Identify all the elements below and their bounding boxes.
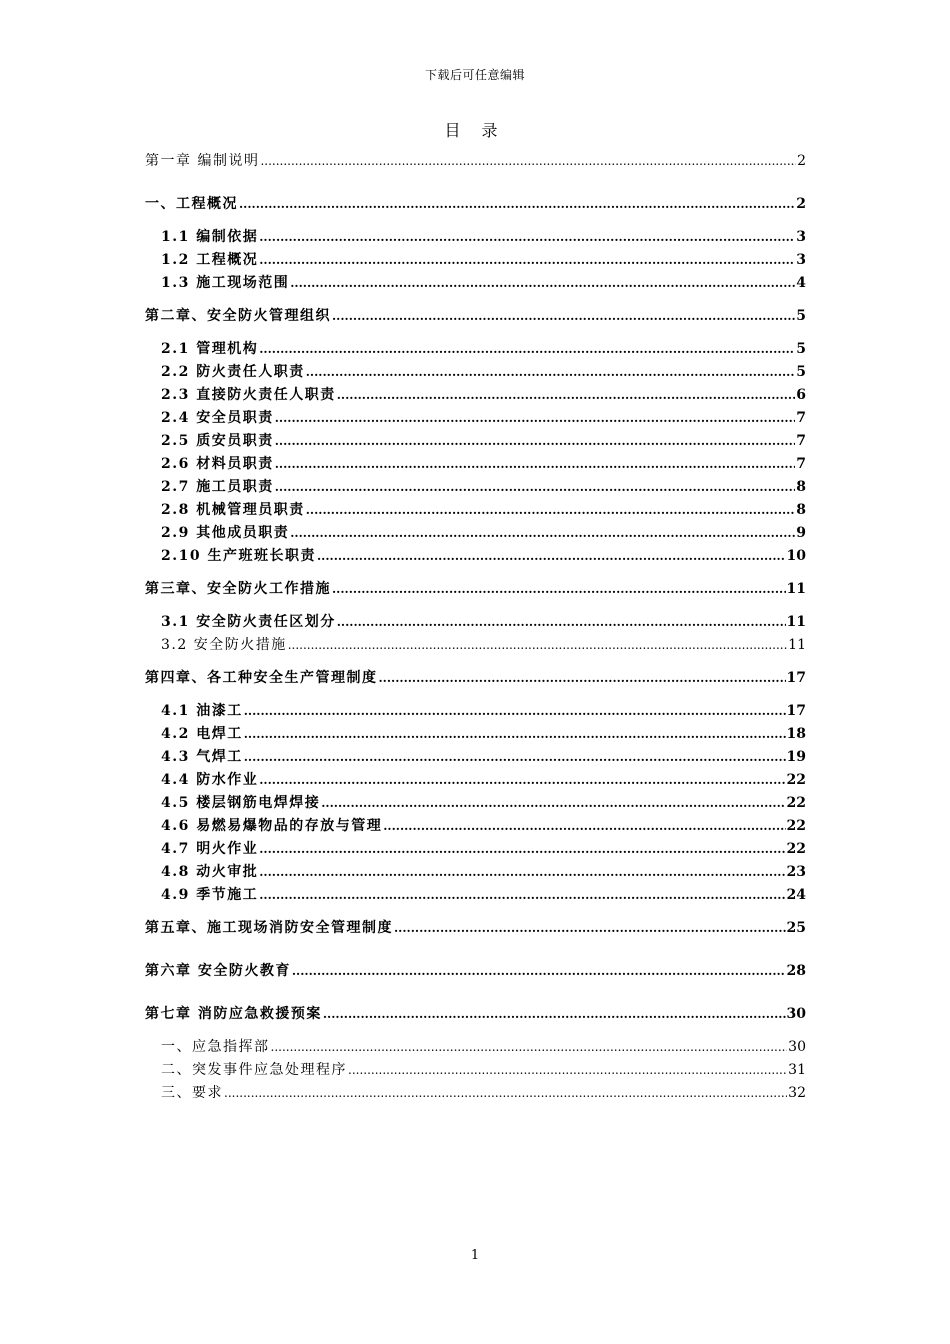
- toc-entry-2-2[interactable]: [145, 361, 806, 384]
- toc-entry-label: 4.6 易燃易爆物品的存放与管理: [161, 818, 383, 834]
- leader-dots: [337, 611, 786, 634]
- toc-entry-2-7[interactable]: [145, 476, 806, 499]
- toc-entry-label: 一、应急指挥部: [161, 1039, 270, 1055]
- toc-entry-page: 7: [796, 433, 806, 449]
- toc-entry-3-1[interactable]: [145, 611, 806, 634]
- leader-dots: [332, 305, 795, 328]
- leader-dots: [306, 361, 796, 384]
- toc-entry-page: 2: [796, 196, 806, 212]
- toc-entry-2-5[interactable]: [145, 430, 806, 453]
- toc-entry-2-10[interactable]: [145, 545, 806, 568]
- toc-entry-label: 2.7 施工员职责: [161, 479, 274, 495]
- toc-entry-chapter-4[interactable]: [145, 667, 806, 690]
- toc-entry-4-9[interactable]: [145, 884, 806, 907]
- page-header: 下载后可任意编辑: [424, 68, 525, 82]
- leader-dots: [321, 792, 785, 815]
- toc-entry-4-1[interactable]: [145, 700, 806, 723]
- toc-entry-3-2[interactable]: [145, 634, 806, 657]
- toc-entry-label: 2.4 安全员职责: [161, 410, 274, 426]
- toc-entry-label: 2.3 直接防火责任人职责: [161, 387, 336, 403]
- toc-entry-chapter-2[interactable]: [145, 305, 806, 328]
- toc-entry-label: 2.6 材料员职责: [161, 456, 274, 472]
- leader-dots: [260, 150, 796, 173]
- toc-entry-page: 25: [786, 920, 806, 936]
- toc-entry-page: 22: [786, 818, 806, 834]
- toc-entry-page: 8: [796, 479, 806, 495]
- toc-entry-page: 11: [786, 614, 806, 630]
- leader-dots: [244, 746, 786, 769]
- toc-entry-page: 30: [788, 1039, 806, 1055]
- toc-entry-label: 第一章 编制说明: [145, 153, 260, 169]
- toc-entry-label: 2.8 机械管理员职责: [161, 502, 305, 518]
- toc-entry-label: 4.3 气焊工: [161, 749, 243, 765]
- toc-entry-label: 4.1 油漆工: [161, 703, 243, 719]
- toc-entry-chapter-1[interactable]: [145, 150, 806, 173]
- toc-entry-label: 第二章、安全防火管理组织: [145, 308, 331, 324]
- leader-dots: [290, 272, 795, 295]
- toc-entry-label: 3.1 安全防火责任区划分: [161, 614, 336, 630]
- toc-entry-chapter-6[interactable]: [145, 960, 806, 983]
- toc-entry-4-8[interactable]: [145, 861, 806, 884]
- toc-entry-label: 2.10 生产班班长职责: [161, 548, 316, 564]
- toc-entry-label: 4.7 明火作业: [161, 841, 259, 857]
- toc-entry-page: 6: [796, 387, 806, 403]
- toc-entry-page: 5: [796, 364, 806, 380]
- leader-dots: [224, 1082, 787, 1105]
- leader-dots: [259, 769, 785, 792]
- toc-entry-page: 32: [788, 1085, 806, 1101]
- toc-entry-1-3[interactable]: [145, 272, 806, 295]
- toc-entry-2-3[interactable]: [145, 384, 806, 407]
- toc-entry-4-2[interactable]: [145, 723, 806, 746]
- toc-entry-page: 31: [788, 1062, 806, 1078]
- toc-entry-label: 二、突发事件应急处理程序: [161, 1062, 347, 1078]
- toc-entry-2-4[interactable]: [145, 407, 806, 430]
- leader-dots: [239, 193, 795, 216]
- leader-dots: [259, 249, 795, 272]
- toc-entry-page: 17: [786, 703, 806, 719]
- toc-entry-chapter-7[interactable]: [145, 1003, 806, 1026]
- leader-dots: [259, 226, 795, 249]
- toc-entry-2-8[interactable]: [145, 499, 806, 522]
- toc-entry-page: 19: [786, 749, 806, 765]
- toc-entry-label: 4.5 楼层钢筋电焊焊接: [161, 795, 321, 811]
- toc-entry-label: 4.8 动火审批: [161, 864, 259, 880]
- toc-entry-page: 10: [786, 548, 806, 564]
- leader-dots: [275, 407, 796, 430]
- toc-entry-2-6[interactable]: [145, 453, 806, 476]
- leader-dots: [259, 884, 785, 907]
- leader-dots: [275, 430, 796, 453]
- toc-entry-page: 7: [796, 456, 806, 472]
- leader-dots: [244, 723, 786, 746]
- leader-dots: [332, 578, 786, 601]
- toc-entry-label: 1.3 施工现场范围: [161, 275, 290, 291]
- toc-entry-page: 3: [796, 229, 806, 245]
- toc-entry-label: 第六章 安全防火教育: [145, 963, 291, 979]
- leader-dots: [348, 1059, 787, 1082]
- leader-dots: [292, 960, 786, 983]
- toc-entry-page: 22: [786, 795, 806, 811]
- toc-entry-2-9[interactable]: [145, 522, 806, 545]
- toc-entry-page: 11: [786, 581, 806, 597]
- toc-entry-7-2[interactable]: [145, 1059, 806, 1082]
- toc-entry-page: 5: [796, 341, 806, 357]
- toc-entry-4-4[interactable]: [145, 769, 806, 792]
- leader-dots: [259, 838, 785, 861]
- leader-dots: [259, 861, 785, 884]
- toc-entry-4-6[interactable]: [145, 815, 806, 838]
- toc-entry-page: 18: [786, 726, 806, 742]
- leader-dots: [275, 453, 796, 476]
- toc-entry-label: 第四章、各工种安全生产管理制度: [145, 670, 378, 686]
- toc-entry-page: 30: [786, 1006, 806, 1022]
- leader-dots: [394, 917, 786, 940]
- toc-entry-label: 2.5 质安员职责: [161, 433, 274, 449]
- toc-entry-label: 4.4 防水作业: [161, 772, 259, 788]
- toc-entry-page: 3: [796, 252, 806, 268]
- leader-dots: [290, 522, 795, 545]
- page-number: 1: [470, 1248, 480, 1263]
- toc-entry-4-5[interactable]: [145, 792, 806, 815]
- toc-entry-label: 2.1 管理机构: [161, 341, 259, 357]
- toc-entry-chapter-3[interactable]: [145, 578, 806, 601]
- toc-entry-1-2[interactable]: [145, 249, 806, 272]
- leader-dots: [275, 476, 796, 499]
- leader-dots: [383, 815, 785, 838]
- toc-entry-page: 17: [786, 670, 806, 686]
- toc-entry-label: 4.9 季节施工: [161, 887, 259, 903]
- toc-entry-page: 23: [786, 864, 806, 880]
- toc-entry-label: 第七章 消防应急救援预案: [145, 1006, 322, 1022]
- leader-dots: [244, 700, 786, 723]
- toc-entry-label: 第五章、施工现场消防安全管理制度: [145, 920, 393, 936]
- toc-entry-label: 2.2 防火责任人职责: [161, 364, 305, 380]
- toc-entry-page: 5: [796, 308, 806, 324]
- toc-entry-page: 11: [788, 637, 806, 653]
- leader-dots: [288, 634, 787, 657]
- leader-dots: [337, 384, 796, 407]
- toc-entry-page: 28: [786, 963, 806, 979]
- leader-dots: [323, 1003, 786, 1026]
- toc-entry-page: 7: [796, 410, 806, 426]
- toc-entry-7-3[interactable]: [145, 1082, 806, 1105]
- toc-entry-label: 4.2 电焊工: [161, 726, 243, 742]
- toc-entry-label: 2.9 其他成员职责: [161, 525, 290, 541]
- toc-entry-label: 1.1 编制依据: [161, 229, 259, 245]
- toc-entry-1-1[interactable]: [145, 226, 806, 249]
- table-of-contents: [145, 150, 806, 1105]
- leader-dots: [306, 499, 796, 522]
- leader-dots: [317, 545, 786, 568]
- leader-dots: [379, 667, 786, 690]
- toc-entry-label: 一、工程概况: [145, 196, 238, 212]
- toc-entry-page: 9: [796, 525, 806, 541]
- toc-title: 目 录: [444, 121, 506, 140]
- toc-entry-page: 2: [797, 153, 806, 169]
- toc-entry-page: 8: [796, 502, 806, 518]
- toc-entry-4-7[interactable]: [145, 838, 806, 861]
- toc-entry-label: 三、要求: [161, 1085, 223, 1101]
- toc-entry-label: 3.2 安全防火措施: [161, 637, 287, 653]
- toc-entry-7-1[interactable]: [145, 1036, 806, 1059]
- toc-entry-2-1[interactable]: [145, 338, 806, 361]
- toc-entry-label: 1.2 工程概况: [161, 252, 259, 268]
- toc-entry-label: 第三章、安全防火工作措施: [145, 581, 331, 597]
- toc-entry-page: 4: [796, 275, 806, 291]
- toc-entry-page: 22: [786, 772, 806, 788]
- toc-entry-page: 24: [786, 887, 806, 903]
- toc-entry-page: 22: [786, 841, 806, 857]
- toc-entry-section-overview[interactable]: [145, 193, 806, 216]
- leader-dots: [259, 338, 795, 361]
- toc-entry-chapter-5[interactable]: [145, 917, 806, 940]
- leader-dots: [271, 1036, 788, 1059]
- toc-entry-4-3[interactable]: [145, 746, 806, 769]
